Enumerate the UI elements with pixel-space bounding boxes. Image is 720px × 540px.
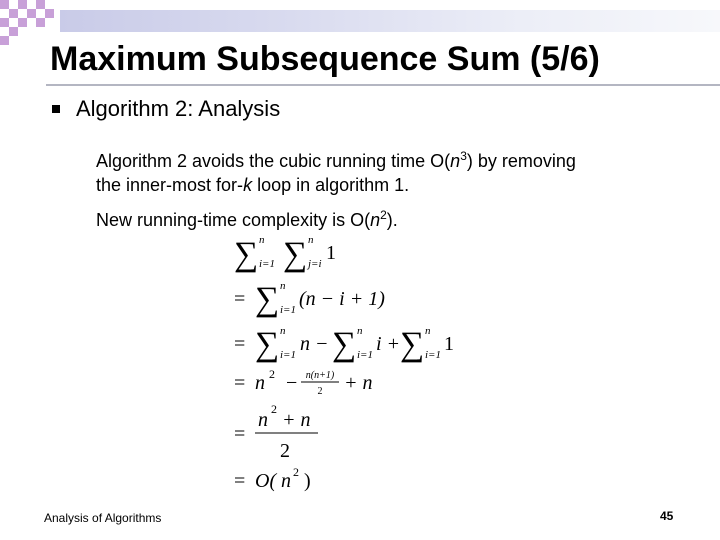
fraction-numerator: n(n+1)	[305, 370, 335, 381]
exponent-two: 2	[293, 465, 299, 479]
equation-line-1	[234, 234, 336, 273]
sum-lower-limit: i=1	[357, 349, 373, 361]
sum-lower-limit: i=1	[259, 258, 275, 270]
sum-upper-limit: n	[259, 234, 265, 246]
text-run: New running-time complexity is O(	[96, 210, 371, 230]
sum-lower-limit: j=i	[308, 258, 322, 270]
sigma-symbol: ∑	[283, 236, 308, 273]
sigma-symbol: ∑	[400, 326, 425, 363]
sum-upper-limit: n	[425, 325, 431, 337]
equation-line-3	[234, 325, 454, 363]
minus-sign: −	[286, 372, 298, 394]
term-i-plus: i +	[376, 333, 401, 355]
text-run: loop in algorithm 1.	[252, 175, 410, 195]
slide-title: Maximum Subsequence Sum (5/6)	[50, 40, 600, 78]
close-paren: )	[304, 470, 311, 492]
text-run: the inner-most for-	[96, 175, 244, 195]
sigma-symbol: ∑	[255, 281, 280, 318]
exponent-two: 2	[269, 367, 275, 381]
bullet-heading: Algorithm 2: Analysis	[76, 96, 281, 121]
sigma-symbol: ∑	[234, 236, 259, 273]
sum-lower-limit: i=1	[280, 349, 296, 361]
exponent-two: 2	[271, 402, 277, 416]
term-one: 1	[444, 333, 454, 355]
equation-line-6	[234, 465, 311, 492]
math-variable: k	[243, 175, 253, 195]
superscript: 2	[380, 208, 387, 222]
sum-upper-limit: n	[280, 280, 286, 292]
equation-line-5	[234, 402, 318, 462]
term-one: 1	[326, 242, 336, 264]
term-n: n	[255, 372, 265, 394]
fraction-denominator: 2	[317, 386, 323, 397]
term-n: n	[281, 470, 291, 492]
sum-body: (n − i + 1)	[299, 288, 385, 310]
term-plus-n: + n	[344, 372, 373, 394]
text-run: ) by removing	[466, 151, 576, 171]
equation-line-2	[234, 280, 385, 318]
text-run: ).	[386, 210, 398, 230]
equals-sign: =	[234, 288, 246, 310]
sum-upper-limit: n	[308, 234, 314, 246]
superscript: 3	[460, 149, 467, 163]
footer-course-name: Analysis of Algorithms	[44, 511, 162, 525]
equation-line-4	[234, 367, 373, 397]
term-n-minus: n −	[300, 333, 329, 355]
numerator-plus-n: + n	[282, 409, 311, 431]
equals-sign: =	[234, 372, 246, 394]
sum-lower-limit: i=1	[280, 304, 296, 316]
equals-sign: =	[234, 423, 246, 445]
sum-upper-limit: n	[357, 325, 363, 337]
math-variable: n	[370, 210, 381, 230]
sum-lower-limit: i=1	[425, 349, 441, 361]
page-number: 45	[660, 509, 674, 523]
text-run: Algorithm 2 avoids the cubic running time O(	[96, 151, 451, 171]
math-variable: n	[450, 151, 461, 171]
equals-sign: =	[234, 470, 246, 492]
equals-sign: =	[234, 333, 246, 355]
sigma-symbol: ∑	[332, 326, 357, 363]
big-o: O(	[255, 470, 277, 492]
sum-upper-limit: n	[280, 325, 286, 337]
numerator-n: n	[258, 409, 268, 431]
sigma-symbol: ∑	[255, 326, 280, 363]
fraction-denominator: 2	[280, 440, 290, 462]
